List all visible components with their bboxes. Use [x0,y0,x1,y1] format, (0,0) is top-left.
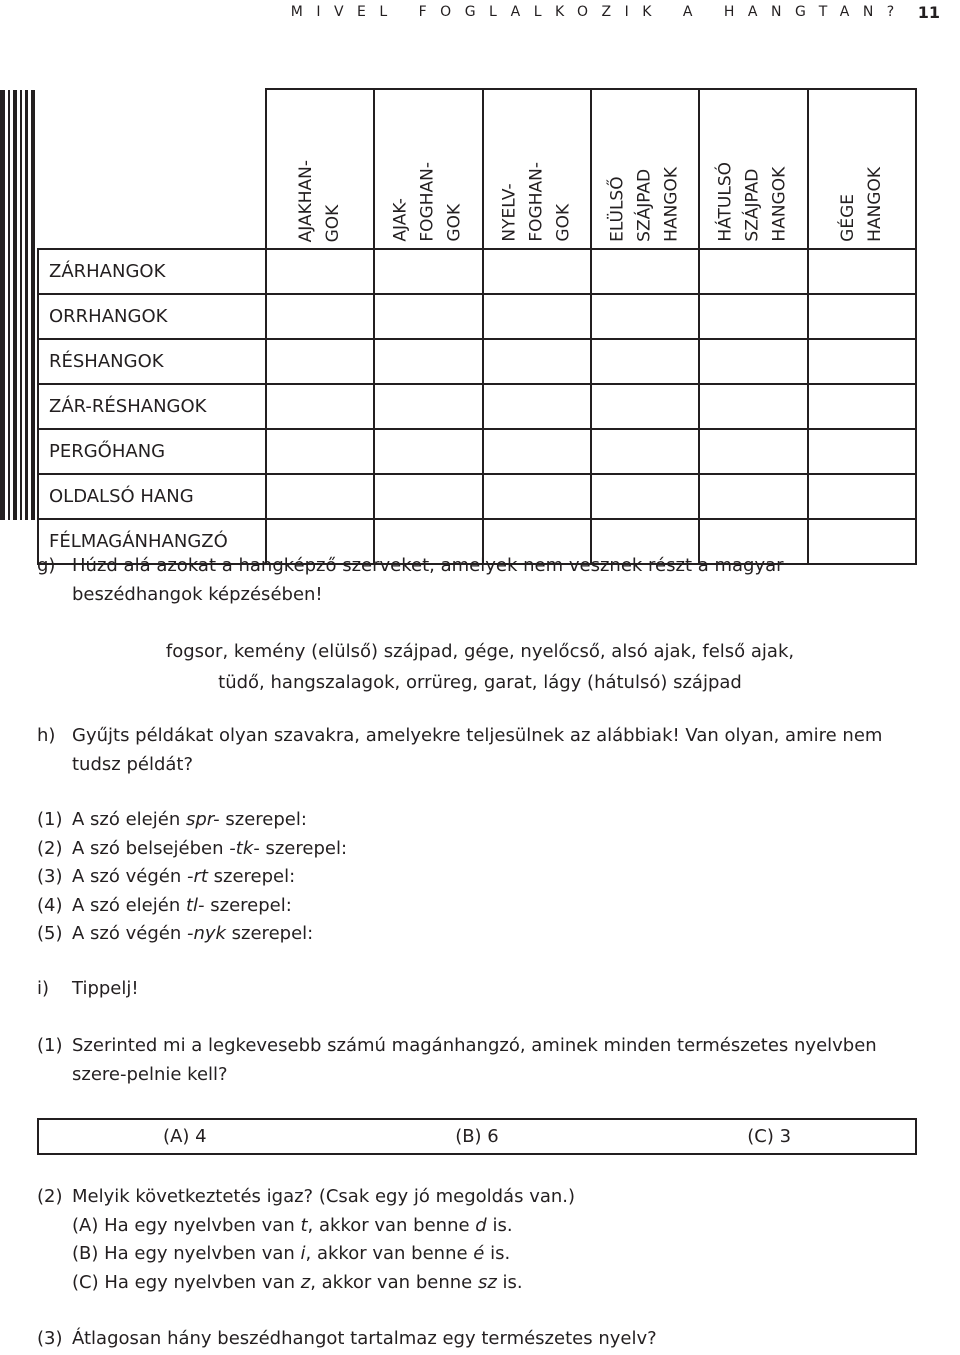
answer-cell[interactable] [591,429,699,474]
table-header-row [38,89,916,249]
question-text: Szerinted mi a legkevesebb számú magánhangzó, aminek minden természetes nyelvben szere-pelnie kell? [72,1035,877,1085]
answer-cell[interactable] [483,249,591,294]
answer-cell[interactable] [266,474,374,519]
answer-cell[interactable] [699,474,807,519]
table-row [38,474,916,519]
answer-cell[interactable] [483,384,591,429]
page-number: 11 [917,2,940,22]
answer-cell[interactable] [266,294,374,339]
answer-cell[interactable] [266,249,374,294]
column-header: HÁTULSÓ SZÁJPAD HANGOK [699,89,807,249]
answer-cell[interactable] [808,249,916,294]
answer-cell[interactable] [808,429,916,474]
list-item: (1) A szó elején spr- szerepel: [37,809,307,830]
question-3 [37,1325,657,1354]
task-h [37,722,918,779]
list-item: (5) A szó végén -nyk szerepel: [37,923,314,944]
task-text: Tippelj! [72,978,139,999]
table-row [38,384,916,429]
sidebar-decoration [0,90,36,520]
answer-cell[interactable] [808,384,916,429]
column-header: AJAKHAN- GOK [266,89,374,249]
table-row [38,294,916,339]
answer-cell[interactable] [699,429,807,474]
answer-cell[interactable] [591,339,699,384]
table-row [38,249,916,294]
table-corner [38,89,266,249]
page-header [291,0,940,24]
answer-cell[interactable] [374,294,482,339]
articulation-table [37,88,917,565]
answer-cell[interactable] [483,474,591,519]
row-label: PERGŐHANG [38,429,266,474]
option-item[interactable]: (B) Ha egy nyelvben van i, akkor van benne é is. [72,1243,511,1264]
answer-cell[interactable] [483,339,591,384]
column-header: NYELV- FOGHAN- GOK [483,89,591,249]
list-item: (4) A szó elején tl- szerepel: [37,894,292,916]
answer-cell[interactable] [699,294,807,339]
answer-cell[interactable] [699,249,807,294]
answer-cell[interactable] [374,249,482,294]
option-c[interactable]: (C) 3 [747,1126,792,1147]
list-item: (2) A szó belsejében -tk- szerepel: [37,837,348,859]
question-text: (2) Melyik következtetés igaz? (Csak egy jó megoldás van.) [37,1186,576,1207]
answer-cell[interactable] [374,429,482,474]
task-marker: g) [37,555,56,576]
column-header: ELÜLSŐ SZÁJPAD HANGOK [591,89,699,249]
column-header: GÉGE HANGOK [808,89,916,249]
list-item: (3) A szó végén -rt szerepel: [37,866,296,887]
table-row [38,429,916,474]
answer-options [37,1118,917,1155]
answer-cell[interactable] [591,249,699,294]
table-row [38,339,916,384]
task-marker: i) [37,978,50,999]
organs-list [0,636,960,698]
column-header: AJAK- FOGHAN- GOK [374,89,482,249]
question-2 [37,1183,575,1297]
row-label: RÉSHANGOK [38,339,266,384]
answer-cell[interactable] [266,429,374,474]
row-label: FÉLMAGÁNHANGZÓ [38,519,266,564]
answer-cell[interactable] [808,294,916,339]
answer-cell[interactable] [483,429,591,474]
answer-cell[interactable] [591,294,699,339]
question-number: (1) [37,1035,63,1056]
task-marker: h) [37,725,56,746]
answer-cell[interactable] [374,474,482,519]
question-1 [37,1032,918,1089]
task-g [37,552,918,609]
option-item[interactable]: (A) Ha egy nyelvben van t, akkor van benne d is. [72,1214,513,1236]
organs-line: tüdő, hangszalagok, orrüreg, garat, lágy (hátulsó) szájpad [218,672,742,693]
row-label: ZÁR-RÉSHANGOK [38,384,266,429]
running-title: MIVEL FOGLALKOZIK A HANGTAN? [290,4,908,20]
row-label: ORRHANGOK [38,294,266,339]
row-label: OLDALSÓ HANG [38,474,266,519]
answer-cell[interactable] [808,474,916,519]
option-a[interactable]: (A) 4 [163,1126,207,1147]
answer-cell[interactable] [266,384,374,429]
answer-cell[interactable] [483,294,591,339]
option-item[interactable]: (C) Ha egy nyelvben van z, akkor van benne sz is. [72,1271,523,1293]
option-b[interactable]: (B) 6 [455,1126,499,1147]
row-label: ZÁRHANGOK [38,249,266,294]
task-text: Gyűjts példákat olyan szavakra, amelyekre teljesülnek az alábbiak! Van olyan, amire nem tudsz példát? [72,725,883,775]
task-text: Húzd alá azokat a hangképző szerveket, amelyek nem vesznek részt a magyar beszédhangok képzésében! [72,555,784,605]
answer-cell[interactable] [374,339,482,384]
organs-line: fogsor, kemény (elülső) szájpad, gége, nyelőcső, alsó ajak, felső ajak, [165,641,795,662]
answer-cell[interactable] [266,339,374,384]
task-i [37,975,918,1004]
answer-cell[interactable] [699,384,807,429]
answer-cell[interactable] [374,384,482,429]
question-text: (3) Átlagosan hány beszédhangot tartalmaz egy természetes nyelv? [37,1328,657,1349]
answer-cell[interactable] [699,339,807,384]
answer-cell[interactable] [808,339,916,384]
answer-cell[interactable] [591,474,699,519]
word-conditions-list [37,806,347,949]
answer-cell[interactable] [591,384,699,429]
